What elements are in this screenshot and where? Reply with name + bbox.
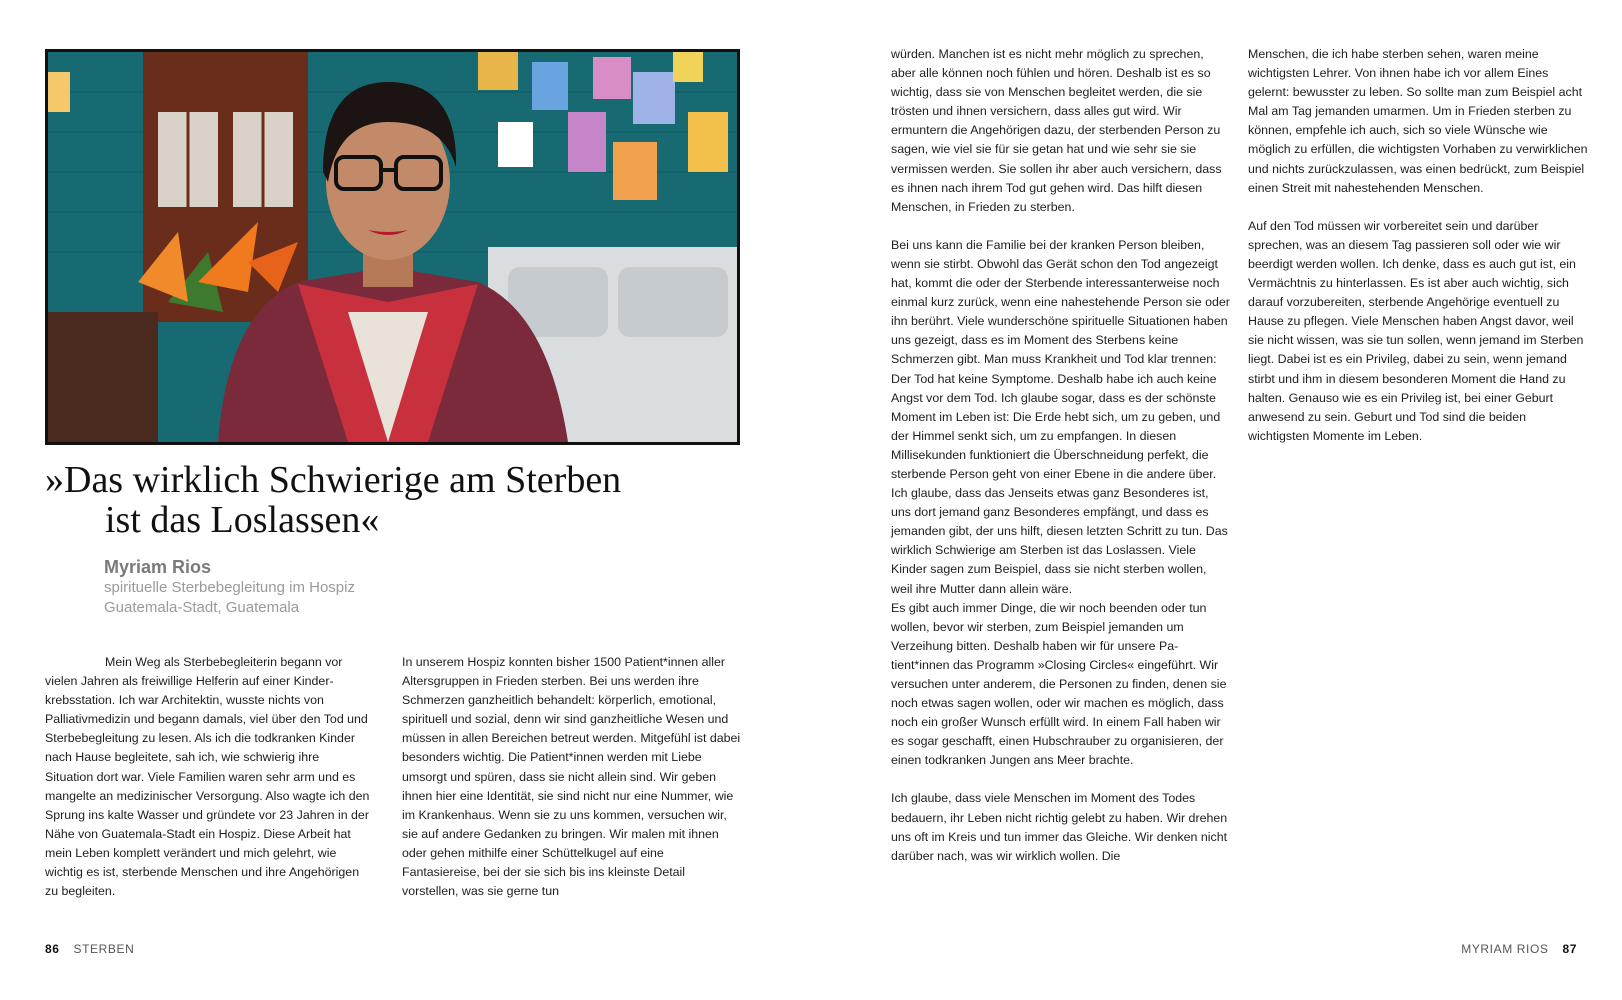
left-column-1 [45,653,370,901]
author-name: Myriam Rios [104,557,212,577]
paragraph: Es gibt auch immer Dinge, die wir noch beenden oder tun wollen, bevor wir sterben, zum Beispiel jemanden um Verzeihung bitten. Deshalb haben wir für unsere Patient*innen das Programm »Closing Circles« eingeführt. Wir versuchen unter anderem, die Personen zu finden, denen sie noch etwas sagen wollen, oder wir machen es möglich, dass noch ein großer Wunsch erfüllt wird. In einem Fall haben wir es sogar geschafft, einen Hubschrauber zu organisieren, der einen todkranken Jungen ans Meer brachte. [891,600,1227,768]
footer-left [45,942,134,956]
right-column-2 [1248,45,1588,446]
paragraph: würden. Manchen ist es nicht mehr möglich zu sprechen, aber alle können noch fühlen und hören. Deshalb ist es so wichtig, dass sie von Menschen begleitet werden, die sie trösten und ihnen versichern, dass alles gut wird. Wir ermuntern die Angehörigen dazu, der sterbenden Person zu sagen, wie viel sie für sie getan hat und wie sehr sie sie vermissen werden. Sie sollen ihr aber auch versichern, dass es ihnen nach ihrem Tod gut gehen wird. Das hilft diesen Menschen, in Frieden zu sterben. [891,47,1222,214]
byline [104,556,704,618]
paragraph: In unserem Hospiz konnten bisher 1500 Patient*innen aller Altersgruppen in Frieden sterben. Bei uns werden ihre Schmerzen ganzheitlich behandelt: körperlich, emotional, spirituell und sozial, denn wir sind ganzheitliche Wesen und müssen in allen Bereichen betreut werden. Mitgefühl ist dabei besonders wichtig. Die Patient*innen werden mit Liebe umsorgt und spüren, dass sie nicht allein sind. Wir geben ihnen hier eine Identität, sie sind nicht nur eine Nummer, wie im Krankenhaus. Wenn sie zu uns kommen, versuchen wir, sie auf andere Gedanken zu bringen. Wir malen mit ihnen oder gehen mithilfe einer Schüttelkugel auf eine Fantasiereise, bei der sie sich bis ins kleinste Detail vorstellen, was sie gerne tun [402,655,741,899]
paragraph: Bei uns kann die Familie bei der kranken Person bleiben, wenn sie stirbt. Obwohl das Gerät schon den Tod angezeigt hat, kommt die oder der Sterbende interessanterweise noch einmal kurz zurück, wenn eine nahestehende Person sie oder ihn berührt. Viele wunderschöne spirituelle Situationen haben uns gezeigt, dass es im Moment des Sterbens keine Schmerzen gibt. Man muss Krankheit und Tod klar trennen: Der Tod hat keine Symptome. Deshalb habe ich auch keine Angst vor dem Tod. Ich glaube sogar, dass es der schönste Moment im Leben ist: Die Erde hebt sich, um zu geben, und der Himmel senkt sich, um zu empfangen. In diesen Millisekunden funktioniert die Überschneidung perfekt, die sterbende Person geht von einer Ebene in die andere über. Ich glaube, dass das Jenseits etwas ganz Besonderes ist, uns dort jemand ganz Besonderes empfängt, und dass es jemanden gibt, der uns hilft, diesen letzten Schritt zu tun. Das wirklich Schwierige am Sterben ist das Loslassen. Viele Kinder sagen zum Beispiel, dass sie nicht sterben wollen, weil ihre Mutter dann allein wäre. [891,237,1230,596]
paragraph: Mein Weg als Sterbebegleiterin begann vor vielen Jahren als freiwillige Helferin auf einer Kinderkrebsstation. Ich war Architektin, wusste nichts von Palliativmedizin und begann damals, viel über den Tod und Sterbebegleitung zu lesen. Als ich die todkranken Kinder nach Hause begleitete, sah ich, wie schwierig ihre Situation dort war. Viele Familien waren sehr arm und es mangelte an medizinischer Versorgung. Also wagte ich den Sprung ins kalte Wasser und gründete vor 23 Jahren in der Nähe von Guatemala-Stadt ein Hospiz. Diese Arbeit hat mein Leben komplett verändert und mich gelehrt, wie wichtig es ist, sterbende Menschen und ihre Angehörigen zu begleiten. [45,655,370,899]
paragraph: Ich glaube, dass viele Menschen im Moment des Todes bedauern, ihr Leben nicht richtig gelebt zu haben. Wir drehen uns oft im Kreis und tun immer das Gleiche. Wir denken nicht darüber nach, was wir wirklich wollen. Die [891,791,1228,863]
article-headline [45,460,785,540]
author-location: Guatemala-Stadt, Guatemala [104,599,300,616]
left-column-2 [402,653,742,901]
author-role: spirituelle Sterbebegleitung im Hospiz [104,579,355,596]
headline-line-1: »Das wirklich Schwierige am Sterben [45,459,622,501]
page-number-left: 86 [45,942,60,956]
author-running-head: MYRIAM RIOS [1461,942,1549,956]
paragraph: Auf den Tod müssen wir vorbereitet sein und darüber sprechen, was an diesem Tag passieren soll oder wie wir beerdigt werden wollen. Ich denke, dass es auch gut ist, ein Vermächtnis zu hinterlassen. Es ist aber auch wichtig, sich darauf vorzubereiten, sterbende Angehörige eventuell zu Hause zu pflegen. Viele Menschen haben Angst davor, weil sie nicht wissen, was sie tun sollen, wenn jemand im Sterben liegt. Dabei ist es ein Privileg, dabei zu sein, wenn jemand stirbt und ihm in diesem besonderen Moment die Hand zu halten. Genauso wie es ein Privileg ist, bei einer Geburt anwesend zu sein. Geburt und Tod sind die beiden wichtigsten Momente im Leben. [1248,218,1584,443]
paragraph: Menschen, die ich habe sterben sehen, waren meine wichtigsten Lehrer. Von ihnen habe ich vor allem Eines gelernt: bewusster zu leben. So sollte man zum Beispiel acht Mal am Tag jemanden umarmen. Um in Frieden sterben zu können, empfehle ich auch, sich so viele Wünsche wie möglich zu erfüllen, die wichtigsten Vorhaben zu verwirklichen und nichts zurückzulassen, was einen bedrückt, zum Beispiel einen Streit mit nahestehenden Menschen. [1248,47,1588,195]
section-name: STERBEN [73,942,135,956]
portrait-photo [45,49,740,445]
right-page [811,0,1622,1000]
headline-line-2: ist das Loslassen« [105,499,380,541]
footer-right [1461,942,1577,956]
right-column-1 [891,45,1231,866]
page-number-right: 87 [1562,942,1577,956]
